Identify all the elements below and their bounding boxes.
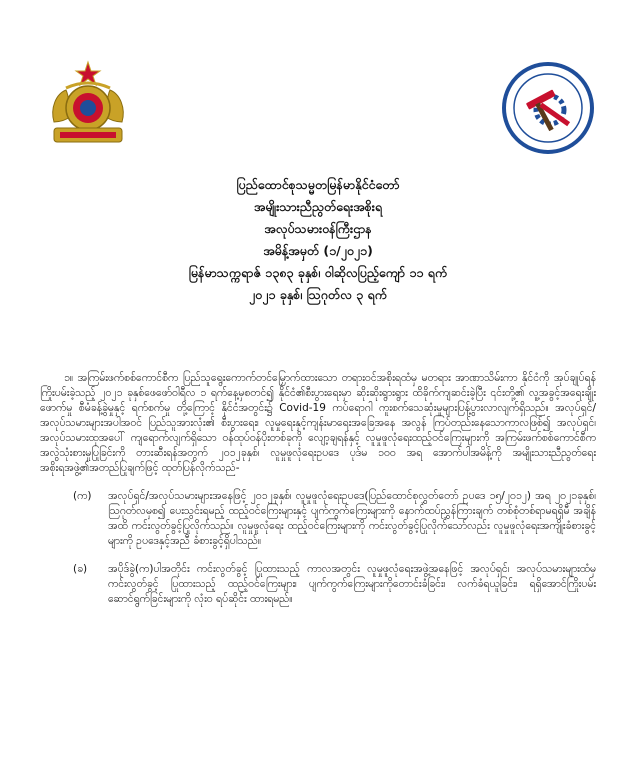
list-item-text: အလုပ်ရှင်/အလုပ်သမားများအနေဖြင့် ၂၀၁၂ခုနှစ်၊ လူမှုဖူလုံရေးဥပဒေ(ပြည်ထောင်စုလွှတ်တော် ဥပဒေ ၁၅/၂၀၁၂) အရ ၂၀၂၁ခုနှစ်၊ ဩဂုတ်လမှစ၍ ပေးသွင်းရမည့် ထည့်ဝင်ကြေးများနှင့် ပျက်ကွက်ကြေးများကို နောက်ထပ်ညွှန်ကြားချက် တစ်စုံတစ်ရာမရရှိမီ အချိန်အထိ ကင်းလွတ်ခွင့်ပြုလိုက်သည်။ လူမှုဖူလုံရေး ထည့်ဝင်ကြေးများကို ကင်းလွတ်ခွင့်ပြုလိုက်သော်လည်း လူမှုဖူလုံရေးအကျိုးခံစားခွင့်များကို ဥပဒေနှင့်အညီ ခံစားခွင့်ရှိပါသည်။ (108, 490, 596, 547)
list-item-marker: (ခ) (73, 563, 88, 575)
header-ministry: အလုပ်သမားဝန်ကြီးဌာန (264, 221, 372, 236)
list-item-marker: (က) (73, 490, 92, 502)
header-country: ပြည်ထောင်စုသမ္မတမြန်မာနိုင်ငံတော် (236, 177, 400, 192)
document-body (40, 371, 596, 607)
header-myanmar-date: မြန်မာသက္ကရာဇ် ၁၃၈၃ ခုနှစ်၊ ဝါဆိုလပြည့်ကျော် ၁၁ ရက် (188, 265, 448, 280)
ministry-of-labour-logo-icon (500, 60, 596, 156)
header-gregorian-date: ၂၀၂၁ ခုနှစ်၊ ဩဂုတ်လ ၃ ရက် (249, 287, 387, 302)
list-item-text: အပိုဒ်ခွဲ(က)ပါအတိုင်း ကင်းလွတ်ခွင့် ပြုထားသည့် ကာလအတွင်း လူမှုဖူလုံရေးအဖွဲ့အနေဖြင့် အလုပ်ရှင်၊ အလုပ်သမားများထံမှ ကင်းလွတ်ခွင့် ပြုထားသည့် ထည့်ဝင်ကြေးများ၊ ပျက်ကွက်ကြေးများကိုတောင်းခံခြင်း၊ လက်ခံရယူခြင်း၊ ရရှိအောင်ကြိုးပမ်း ဆောင်ရွက်ခြင်းများကို လုံးဝ ရပ်ဆိုင်း ထားရမည်။ (108, 563, 596, 605)
document-header (0, 178, 636, 310)
header-government: အမျိုးသားညီညွတ်ရေးအစိုးရ (253, 199, 383, 214)
header-order-number: အမိန့်အမှတ် (၁/၂၀၂၁) (263, 243, 373, 258)
list-item (40, 562, 596, 607)
list-item (40, 489, 596, 549)
state-emblem-icon (40, 58, 136, 154)
paragraph-1: ၁။ အကြမ်းဖက်စစ်ကောင်စီက ပြည်သူရွေးကောက်တင်မြှောက်ထားသော တရားဝင်အစိုးရထံမှ မတရား အာဏာသိမ်းကာ နိုင်ငံကို အုပ်ချုပ်ရန်ကြိုးပမ်းခဲ့သည့် ၂၀၂၁ ခုနှစ်ဖေဖော်ဝါရီလ ၁ ရက်နေ့မှစတင်၍ နိုင်ငံ၏စီးပွားရေးမှာ ဆိုးဆိုးရွားရွား ထိခိုက်ကျဆင်းခဲ့ပြီး ၎င်းတို့၏ လူ့အခွင့်အရေးချိုးဖောက်မှု စီမံခန့်ခွဲမှုနှင့် ရက်စက်မှု တို့ကြောင့် နိုင်ငံအတွင်း၌ Covid-19 ကပ်ရောဂါ ကူးစက်သေဆုံးမှုများပြန့်ပွားလာလျက်ရှိသည်။ အလုပ်ရှင်/အလုပ်သမားများအပါအဝင် ပြည်သူအားလုံး၏ စီးပွားရေး၊ လူမှုရေးနှင့်ကျန်းမာရေးအခြေအနေ အလွန် ကြပ်တည်းနေသောကာလဖြစ်၍ အလုပ်ရှင်၊ အလုပ်သမားထုအပေါ် ကျရောက်လျက်ရှိသော ဝန်ထုပ်ဝန်ပိုးတစ်ခုကို လျော့ချရန်နှင့် လူမှုဖူလုံရေးထည့်ဝင်ကြေးများကို အကြမ်းဖက်စစ်ကောင်စီက အလွဲသုံးစားမှုပြုခြင်းကို တားဆီးရန်အတွက် ၂၀၁၂ခုနှစ်၊ လူမှုဖူလုံရေးဥပဒေ ပုဒ်မ ၁၀၀ အရ အောက်ပါအမိန့်ကို အမျိုးသားညီညွတ်ရေးအစိုးရအဖွဲ့၏အတည်ပြုချက်ဖြင့် ထုတ်ပြန်လိုက်သည်- (40, 372, 596, 474)
state-emblem-seal (40, 58, 136, 154)
ministry-of-labour-seal (500, 60, 596, 156)
